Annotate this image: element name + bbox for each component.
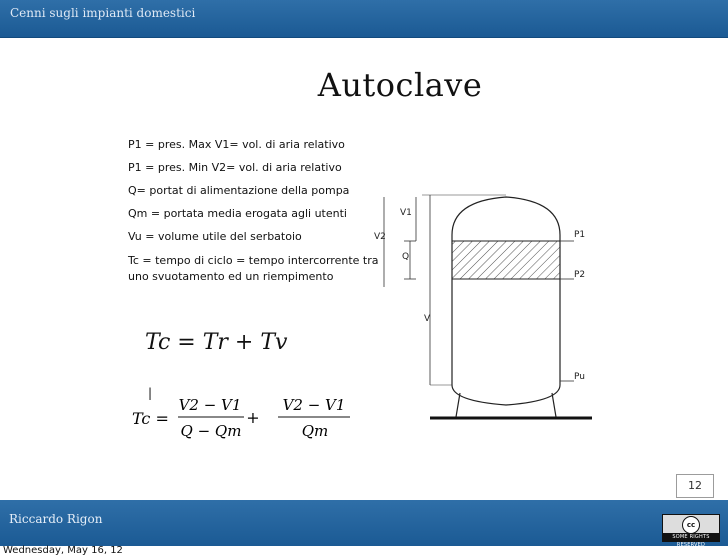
- tank-outline: [452, 197, 560, 405]
- definition-item: Tc = tempo di ciclo = tempo intercorrente tra uno svuotamento ed un riempimento: [128, 254, 379, 283]
- footer-bar: [0, 500, 728, 546]
- label-pu: Pu: [574, 372, 585, 382]
- air-volume-band: [452, 241, 560, 279]
- label-p1: P1: [574, 230, 586, 240]
- formula-plus: +: [246, 408, 260, 427]
- label-v: V: [424, 314, 431, 324]
- author-name: Riccardo Rigon: [9, 512, 103, 526]
- fraction2-numerator: V2 − V1: [282, 396, 346, 414]
- definition-item: P1 = pres. Max V1= vol. di aria relativo: [128, 138, 345, 151]
- label-v1: V1: [400, 208, 412, 218]
- definition-item: Qm = portata media erogata agli utenti: [128, 207, 347, 220]
- definition-item: P1 = pres. Min V2= vol. di aria relativo: [128, 161, 342, 174]
- tank-leg-right: [552, 393, 556, 417]
- license-text: SOME RIGHTS RESERVED: [663, 533, 719, 541]
- formula-mark: |: [148, 386, 153, 400]
- header-bar: [0, 0, 728, 38]
- label-q: Q: [402, 252, 410, 262]
- tank-leg-left: [456, 393, 460, 417]
- definition-item: Q= portat di alimentazione della pompa: [128, 184, 350, 197]
- presentation-title: Cenni sugli impianti domestici: [10, 6, 196, 20]
- label-v2: V2: [374, 232, 386, 242]
- slide-date: Wednesday, May 16, 12: [3, 545, 123, 556]
- autoclave-tank-diagram: [360, 175, 628, 437]
- cycle-time-detailed-formula: [132, 390, 372, 448]
- definitions-list: [128, 138, 380, 285]
- slide-title: Autoclave: [317, 66, 483, 104]
- fraction1-denominator: Q − Qm: [180, 422, 242, 440]
- page-number: 12: [676, 474, 714, 498]
- cycle-time-formula: Tc = Tr + Tv: [145, 330, 288, 355]
- label-p2: P2: [574, 270, 586, 280]
- formula-lhs: Tc =: [132, 409, 169, 428]
- definition-item: Vu = volume utile del serbatoio: [128, 230, 302, 243]
- creative-commons-badge[interactable]: [662, 514, 720, 548]
- fraction1-numerator: V2 − V1: [178, 396, 242, 414]
- cc-icon: cc: [682, 516, 700, 534]
- fraction2-denominator: Qm: [301, 422, 329, 440]
